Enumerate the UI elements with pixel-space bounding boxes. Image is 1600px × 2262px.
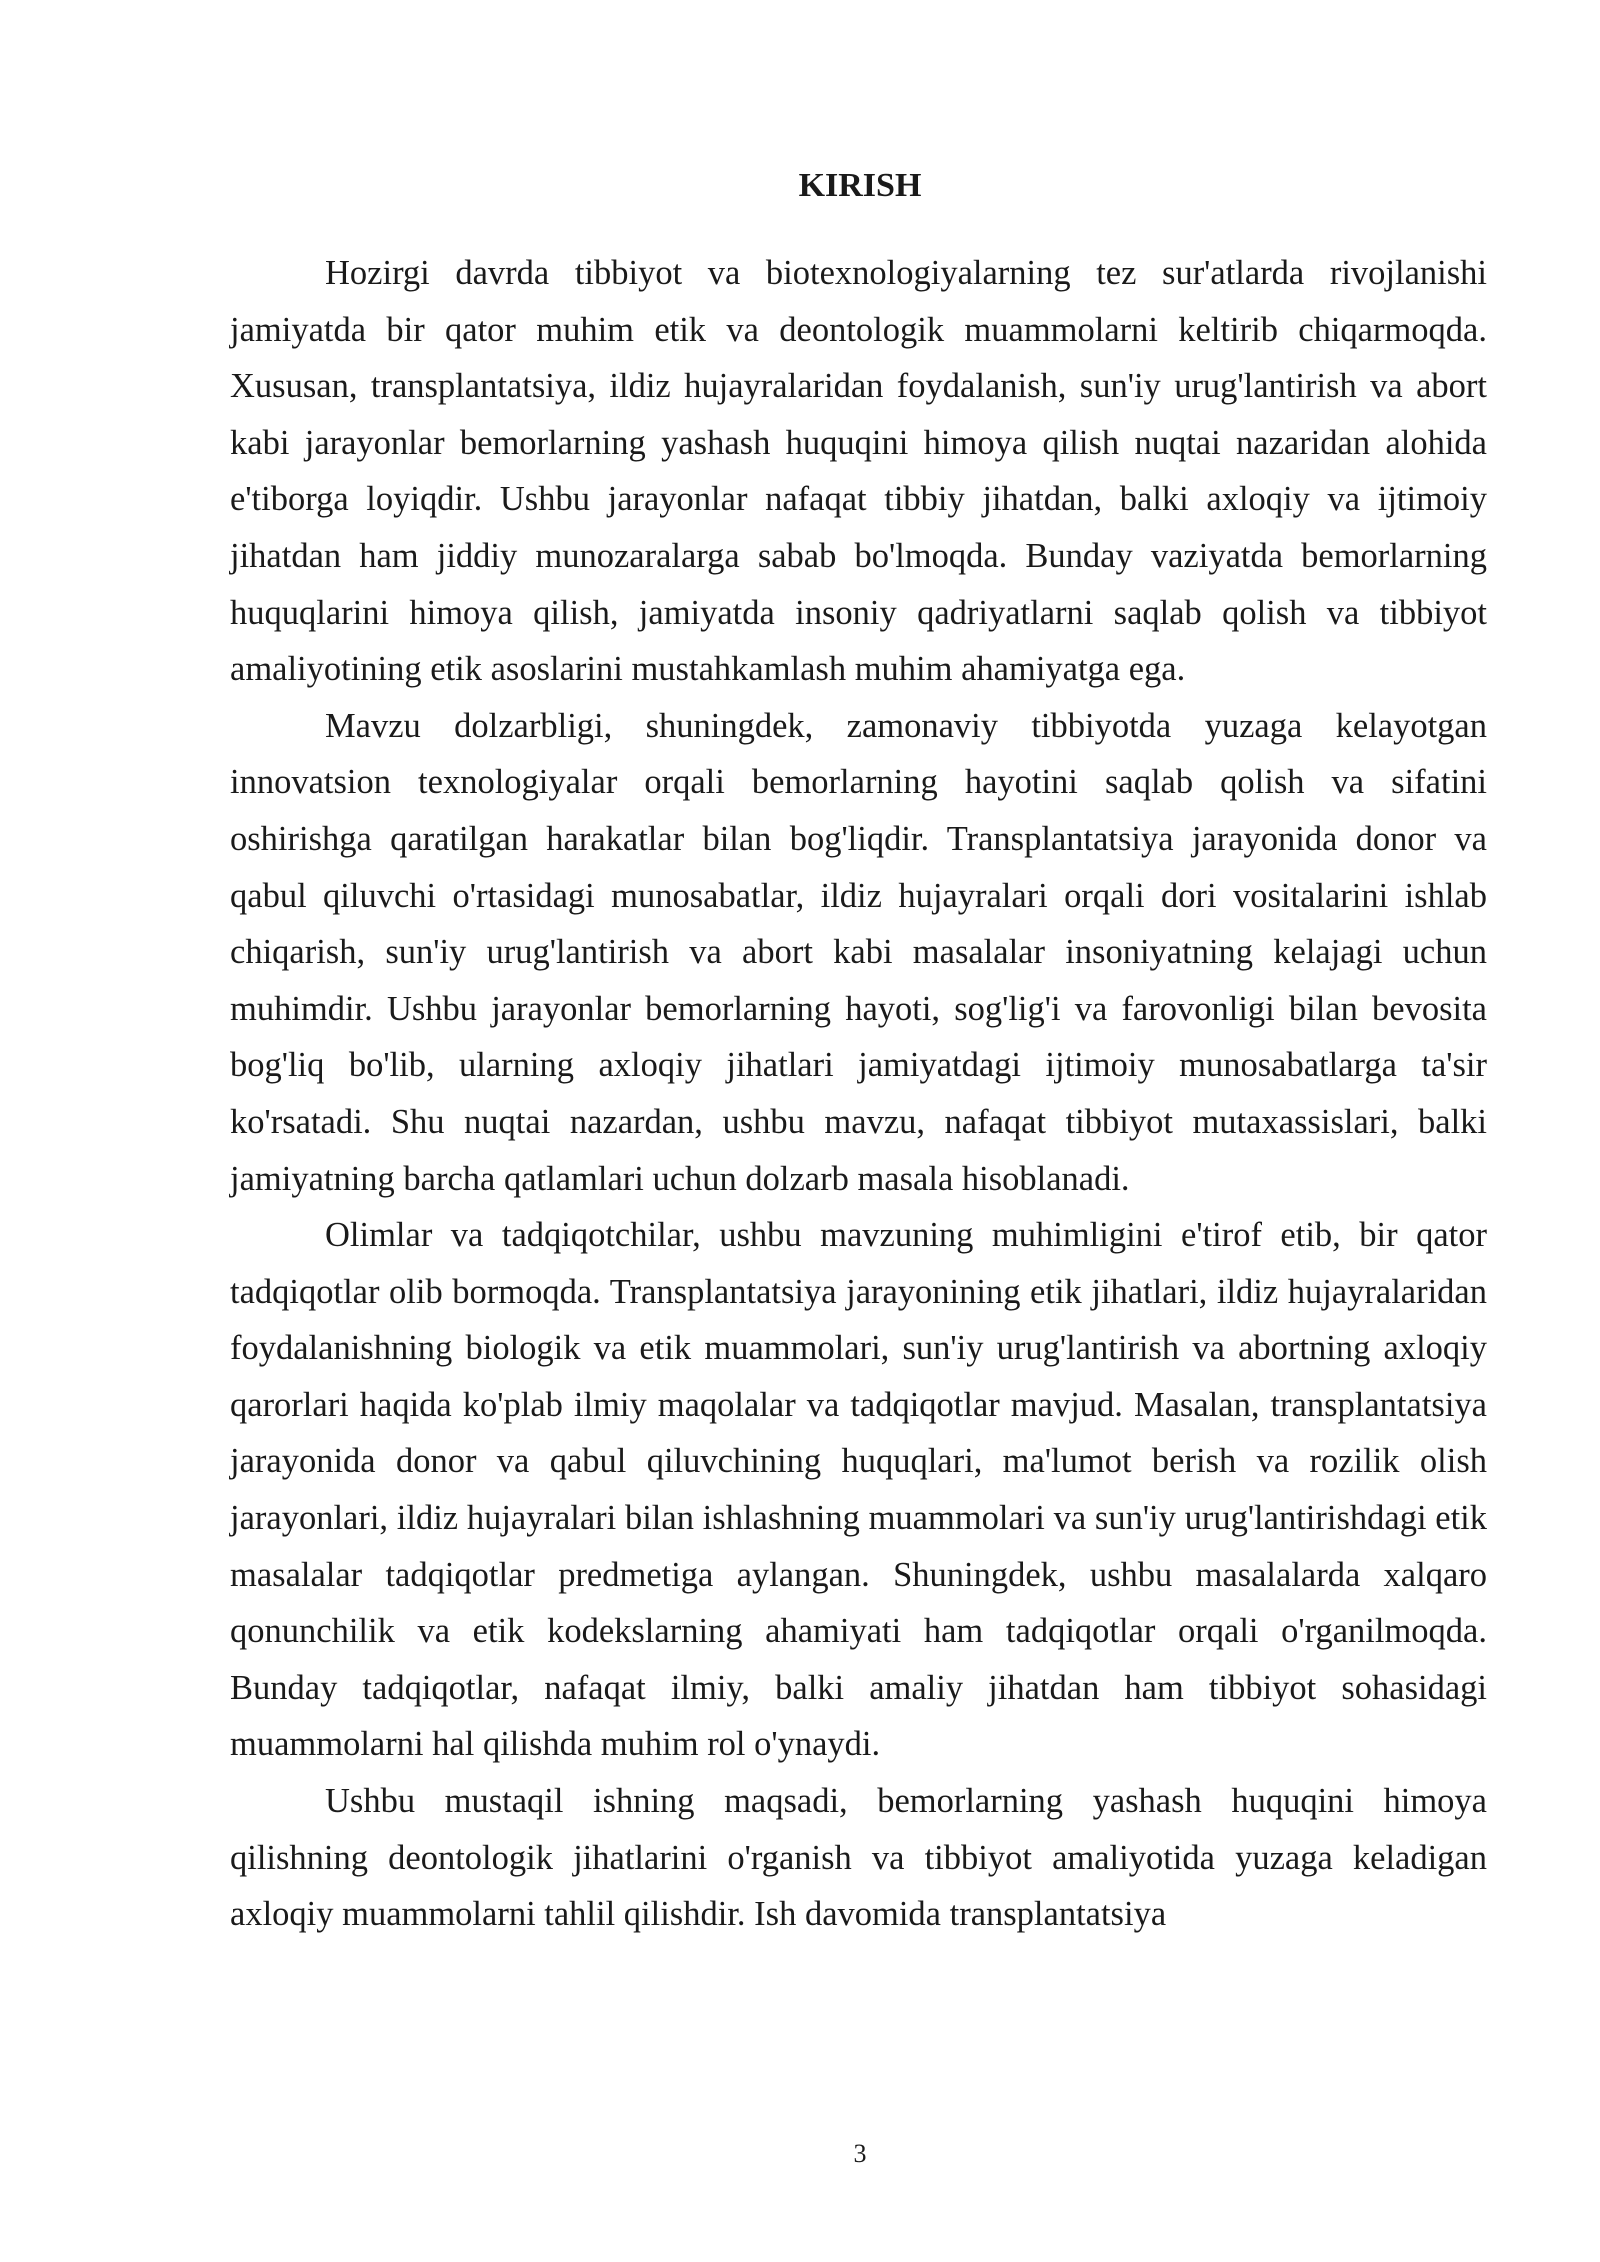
page-title: KIRISH	[798, 167, 922, 204]
paragraph-1: Hozirgi davrda tibbiyot va biotexnologiyalarning tez sur'atlarda rivojlanishi jamiyatda bir qator muhim etik va deontologik muammolarni keltirib chiqarmoqda. Xususan, transplantatsiya, ildiz hujayralaridan foydalanish, sun'iy urug'lantirish va abort kabi jarayonlar bemorlarning yashash huquqini himoya qilish nuqtai nazaridan alohida e'tiborga loyiqdir. Ushbu jarayonlar nafaqat tibbiy jihatdan, balki axloqiy va ijtimoiy jihatdan ham jiddiy munozaralarga sabab bo'lmoqda. Bunday vaziyatda bemorlarning huquqlarini himoya qilish, jamiyatda insoniy qadriyatlarni saqlab qolish va tibbiyot amaliyotining etik asoslarini mustahkamlash muhim ahamiyatga ega.	[230, 254, 1487, 689]
paragraph-4: Ushbu mustaqil ishning maqsadi, bemorlarning yashash huquqini himoya qilishning deontologik jihatlarini o'rganish va tibbiyot amaliyotida yuzaga keladigan axloqiy muammolarni tahlil qilishdir. Ish davomida transplantatsiya	[230, 1782, 1487, 1934]
page-number: 3	[853, 2139, 867, 2168]
document-body	[230, 245, 1487, 1943]
paragraph-2: Mavzu dolzarbligi, shuningdek, zamonaviy tibbiyotda yuzaga kelayotgan innovatsion texnologiyalar orqali bemorlarning hayotini saqlab qolish va sifatini oshirishga qaratilgan harakatlar bilan bog'liqdir. Transplantatsiya jarayonida donor va qabul qiluvchi o'rtasidagi munosabatlar, ildiz hujayralari orqali dori vositalarini ishlab chiqarish, sun'iy urug'lantirish va abort kabi masalalar insoniyatning kelajagi uchun muhimdir. Ushbu jarayonlar bemorlarning hayoti, sog'lig'i va farovonligi bilan bevosita bog'liq bo'lib, ularning axloqiy jihatlari jamiyatdagi ijtimoiy munosabatlarga ta'sir ko'rsatadi. Shu nuqtai nazardan, ushbu mavzu, nafaqat tibbiyot mutaxassislari, balki jamiyatning barcha qatlamlari uchun dolzarb masala hisoblanadi.	[230, 706, 1487, 1198]
paragraph-3: Olimlar va tadqiqotchilar, ushbu mavzuning muhimligini e'tirof etib, bir qator tadqiqotlar olib bormoqda. Transplantatsiya jarayonining etik jihatlari, ildiz hujayralaridan foydalanishning biologik va etik muammolari, sun'iy urug'lantirish va abortning axloqiy qarorlari haqida ko'plab ilmiy maqolalar va tadqiqotlar mavjud. Masalan, transplantatsiya jarayonida donor va qabul qiluvchining huquqlari, ma'lumot berish va rozilik olish jarayonlari, ildiz hujayralari bilan ishlashning muammolari va sun'iy urug'lantirishdagi etik masalalar tadqiqotlar predmetiga aylangan. Shuningdek, ushbu masalalarda xalqaro qonunchilik va etik kodekslarning ahamiyati ham tadqiqotlar orqali o'rganilmoqda. Bunday tadqiqotlar, nafaqat ilmiy, balki amaliy jihatdan ham tibbiyot sohasidagi muammolarni hal qilishda muhim rol o'ynaydi.	[230, 1216, 1487, 1764]
